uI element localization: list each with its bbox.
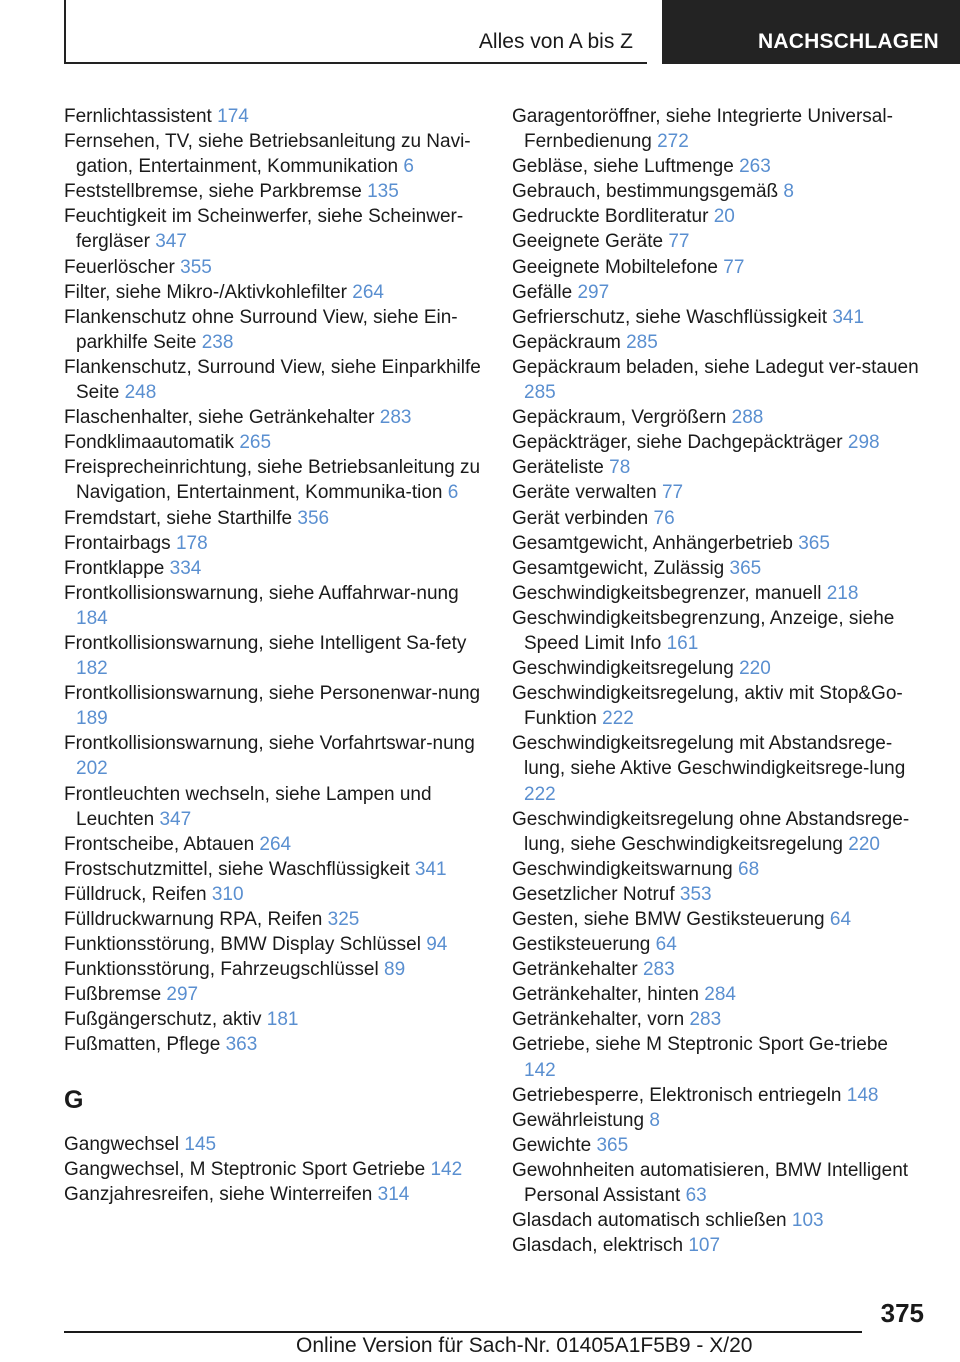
- index-list-g: [512, 104, 922, 1258]
- index-entry-page-link[interactable]: 181: [266, 1009, 299, 1031]
- index-entry-page-link[interactable]: 356: [297, 507, 330, 529]
- index-entry: [64, 405, 494, 430]
- index-entry: [512, 1007, 922, 1032]
- index-entry: [512, 681, 922, 731]
- index-entry-text: Frontklappe: [64, 557, 165, 579]
- index-entry-text: Frontairbags: [64, 532, 171, 554]
- index-entry-text: Geschwindigkeitsregelung mit Abstandsrege-lung, siehe Aktive Geschwindigkeitsrege-lung: [512, 733, 906, 780]
- header-section-title: Alles von A bis Z: [478, 30, 633, 53]
- index-entry-page-link[interactable]: 161: [666, 632, 699, 654]
- header-section-box: [64, 0, 647, 64]
- index-entry-page-link[interactable]: 6: [447, 482, 459, 504]
- index-entry-text: Fußgängerschutz, aktiv: [64, 1009, 262, 1031]
- index-entry-text: Geschwindigkeitswarnung: [512, 858, 733, 880]
- index-entry: [512, 982, 922, 1007]
- index-entry-page-link[interactable]: 248: [124, 382, 157, 404]
- index-entry: [512, 606, 922, 656]
- index-entry: [64, 932, 494, 957]
- index-entry: [64, 907, 494, 932]
- index-entry-page-link[interactable]: 107: [688, 1235, 721, 1257]
- index-entry: [512, 1108, 922, 1133]
- index-entry-text: Gangwechsel: [64, 1133, 180, 1155]
- index-entry: [512, 154, 922, 179]
- index-entry: [64, 305, 494, 355]
- index-entry-page-link[interactable]: 178: [175, 532, 208, 554]
- index-entry-text: Geschwindigkeitsbegrenzung, Anzeige, siehe Speed Limit Info: [512, 607, 895, 654]
- section-letter: G: [64, 1085, 84, 1114]
- index-entry-text: Getriebe, siehe M Steptronic Sport Ge-triebe: [512, 1034, 888, 1056]
- index-entry-text: Geschwindigkeitsregelung ohne Abstandsrege-lung, siehe Geschwindigkeitsregelung: [512, 808, 910, 855]
- index-entry-page-link[interactable]: 263: [739, 156, 771, 178]
- index-entry-page-link[interactable]: 264: [259, 833, 292, 855]
- index-entry: [64, 581, 494, 631]
- index-entry: [64, 179, 494, 204]
- index-entry-text: Frostschutzmittel, siehe Waschflüssigkeit: [64, 858, 410, 880]
- index-entry-text: Gesamtgewicht, Zulässig: [512, 557, 725, 579]
- index-entry: [512, 531, 922, 556]
- index-entry-page-link[interactable]: 284: [704, 984, 736, 1006]
- index-entry-text: Geeignete Geräte: [512, 231, 664, 253]
- index-entry: [64, 1007, 494, 1032]
- index-entry-text: Gesamtgewicht, Anhängerbetrieb: [512, 532, 793, 554]
- index-entry-page-link[interactable]: 220: [848, 833, 880, 855]
- index-entry-text: Feuerlöscher: [64, 256, 175, 278]
- index-entry-page-link[interactable]: 182: [76, 658, 108, 680]
- index-entry: [64, 957, 494, 982]
- index-entry-text: Fernlichtassistent: [64, 106, 212, 127]
- index-entry-text: Feuchtigkeit im Scheinwerfer, siehe Scheinwer-ferglӓser: [64, 206, 464, 253]
- index-entry-text: Gesten, siehe BMW Gestiksteuerung: [512, 909, 825, 930]
- index-entry-text: Ganzjahresreifen, siehe Winterreifen: [64, 1183, 373, 1205]
- index-entry-page-link[interactable]: 220: [739, 658, 771, 680]
- index-entry-page-link[interactable]: 283: [642, 959, 675, 981]
- index-entry-text: Geräteliste: [512, 457, 604, 479]
- index-entry-page-link[interactable]: 64: [655, 934, 677, 956]
- index-entry-text: Frontkollisionswarnung, siehe Auffahrwar-nung: [64, 582, 459, 604]
- index-entry-page-link[interactable]: 272: [657, 131, 689, 153]
- index-entry: [64, 731, 494, 781]
- index-entry-page-link[interactable]: 285: [626, 331, 658, 353]
- index-entry-page-link[interactable]: 297: [577, 281, 610, 303]
- index-entry: [64, 882, 494, 907]
- index-entry-page-link[interactable]: 174: [217, 106, 249, 127]
- index-entry-text: Gangwechsel, M Steptronic Sport Getriebe: [64, 1158, 426, 1180]
- index-entry: [64, 455, 494, 505]
- index-entry: [64, 430, 494, 455]
- index-entry-text: Getränkehalter, hinten: [512, 984, 699, 1006]
- index-entry-text: Garagentoröffner, siehe Integrierte Universal-Fernbedienung: [512, 106, 893, 153]
- footer-divider: [64, 1331, 862, 1333]
- page-number: 375: [880, 1298, 924, 1328]
- index-entry-page-link[interactable]: 103: [791, 1210, 824, 1232]
- index-entry: [64, 204, 494, 254]
- index-entry-page-link[interactable]: 347: [159, 808, 192, 830]
- index-list-f: [64, 104, 494, 1058]
- index-entry-page-link[interactable]: 265: [239, 432, 272, 454]
- index-entry: [512, 430, 922, 455]
- index-entry: [64, 531, 494, 556]
- index-entry-page-link[interactable]: 325: [327, 909, 360, 930]
- index-entry-text: Funktionsstörung, BMW Display Schlüssel: [64, 934, 421, 956]
- index-entry-page-link[interactable]: 202: [76, 758, 108, 780]
- index-entry: [512, 1032, 922, 1082]
- index-entry-page-link[interactable]: 20: [713, 206, 735, 228]
- index-entry: [512, 280, 922, 305]
- index-entry-text: Gewährleistung: [512, 1109, 645, 1131]
- index-entry-text: Frontkollisionswarnung, siehe Intelligent Sa-fety: [64, 632, 467, 654]
- index-entry-text: Flaschenhalter, siehe Getränkehalter: [64, 407, 375, 429]
- index-entry: [64, 280, 494, 305]
- index-entry-text: Gefälle: [512, 281, 573, 303]
- index-entry: [512, 455, 922, 480]
- index-entry-page-link[interactable]: 288: [731, 407, 764, 429]
- index-entry-page-link[interactable]: 283: [379, 407, 412, 429]
- index-entry: [512, 1133, 922, 1158]
- index-entry-text: Glasdach automatisch schließen: [512, 1210, 787, 1232]
- index-entry: [512, 204, 922, 229]
- index-entry-page-link[interactable]: 363: [225, 1034, 258, 1056]
- index-entry-page-link[interactable]: 142: [430, 1158, 463, 1180]
- index-entry-text: Gewichte: [512, 1134, 592, 1156]
- index-entry: [64, 556, 494, 581]
- index-entry-page-link[interactable]: 77: [723, 256, 745, 278]
- index-entry-text: Gepäckraum: [512, 331, 621, 353]
- index-entry-page-link[interactable]: 142: [524, 1059, 556, 1081]
- index-entry: [512, 480, 922, 505]
- index-entry-page-link[interactable]: 285: [524, 382, 556, 404]
- index-entry: [64, 255, 494, 280]
- index-entry: [64, 355, 494, 405]
- index-entry-text: Gebläse, siehe Luftmenge: [512, 156, 734, 178]
- index-entry: [512, 330, 922, 355]
- index-entry: [512, 305, 922, 330]
- index-entry: [64, 1032, 494, 1057]
- index-entry: [64, 681, 494, 731]
- index-entry-text: Geschwindigkeitsbegrenzer, manuell: [512, 582, 822, 604]
- index-entry-page-link[interactable]: 78: [609, 457, 631, 479]
- index-entry-text: Gesetzlicher Notruf: [512, 883, 675, 905]
- index-entry-page-link[interactable]: 89: [384, 959, 406, 981]
- index-entry-text: Flankenschutz, Surround View, siehe Einparkhilfe Seite: [64, 356, 481, 404]
- index-entry-page-link[interactable]: 298: [847, 432, 880, 454]
- index-entry-text: Gepäckraum, Vergrößern: [512, 407, 727, 429]
- index-entry-page-link[interactable]: 68: [738, 858, 760, 880]
- index-entry-text: Frontkollisionswarnung, siehe Vorfahrtswar-nung: [64, 733, 475, 755]
- index-entry-text: Geschwindigkeitsregelung: [512, 658, 734, 680]
- index-entry-text: Geeignete Mobiltelefone: [512, 256, 718, 278]
- index-entry: [512, 857, 922, 882]
- index-entry-page-link[interactable]: 189: [76, 708, 108, 730]
- index-column-right: [512, 104, 922, 1258]
- index-entry: [64, 129, 494, 179]
- index-entry: [64, 506, 494, 531]
- index-entry: [512, 581, 922, 606]
- index-entry: [512, 556, 922, 581]
- index-entry-text: Getränkehalter, vorn: [512, 1009, 685, 1031]
- index-entry-page-link[interactable]: 184: [76, 607, 108, 629]
- index-entry-text: Geräte verwalten: [512, 482, 657, 504]
- index-entry: [512, 932, 922, 957]
- index-entry-page-link[interactable]: 8: [649, 1109, 660, 1131]
- index-entry-text: Gepäckraum beladen, siehe Ladegut ver-stauen: [512, 356, 919, 378]
- index-entry-text: Gepäckträger, siehe Dachgepäckträger: [512, 432, 843, 454]
- index-entry-text: Glasdach, elektrisch: [512, 1235, 684, 1257]
- index-entry: [512, 1158, 922, 1208]
- index-entry-text: Fondklimaautomatik: [64, 432, 235, 454]
- index-entry: [512, 229, 922, 254]
- index-entry-page-link[interactable]: 135: [367, 181, 399, 203]
- index-entry-page-link[interactable]: 238: [201, 331, 234, 353]
- index-entry-text: Gestiksteuerung: [512, 934, 651, 956]
- index-entry: [512, 405, 922, 430]
- index-entry: [512, 1208, 922, 1233]
- index-entry-page-link[interactable]: 77: [668, 231, 690, 253]
- index-entry-page-link[interactable]: 314: [377, 1183, 410, 1205]
- index-entry-text: Fremdstart, siehe Starthilfe: [64, 507, 293, 529]
- index-entry-text: Fußmatten, Pflege: [64, 1034, 221, 1056]
- index-entry-page-link[interactable]: 6: [403, 156, 414, 178]
- index-entry-page-link[interactable]: 77: [661, 482, 684, 504]
- index-entry: [512, 255, 922, 280]
- index-entry-text: Flankenschutz ohne Surround View, siehe Ein-parkhilfe Seite: [64, 306, 458, 353]
- index-entry-page-link[interactable]: 63: [685, 1185, 707, 1207]
- index-entry: [512, 882, 922, 907]
- index-entry: [64, 1132, 494, 1157]
- index-entry-text: Fülldruckwarnung RPA, Reifen: [64, 909, 323, 930]
- index-entry-text: Funktionsstörung, Fahrzeugschlüssel: [64, 959, 379, 981]
- index-entry: [512, 731, 922, 806]
- index-entry-text: Filter, siehe Mikro-/Aktivkohlefilter: [64, 281, 347, 303]
- index-entry: [512, 506, 922, 531]
- index-entry-text: Gebrauch, bestimmungsgemäß: [512, 181, 779, 203]
- index-entry-text: Gewohnheiten automatisieren, BMW Intelligent Personal Assistant: [512, 1159, 909, 1207]
- index-entry-page-link[interactable]: 222: [524, 783, 556, 805]
- index-entry-page-link[interactable]: 334: [169, 557, 202, 579]
- index-entry-text: Feststellbremse, siehe Parkbremse: [64, 181, 362, 203]
- index-entry: [64, 1157, 494, 1182]
- index-entry-page-link[interactable]: 218: [826, 582, 859, 604]
- index-entry: [512, 957, 922, 982]
- index-entry: [64, 782, 494, 832]
- index-entry: [512, 1083, 922, 1108]
- index-column-left: [64, 104, 494, 1207]
- index-entry-page-link[interactable]: 264: [352, 281, 384, 303]
- index-entry-text: Gedruckte Bordliteratur: [512, 206, 709, 228]
- index-entry-text: Gerät verbinden: [512, 507, 649, 529]
- footer-text: Online Version für Sach-Nr. 01405A1F5B9 - X/20: [296, 1334, 753, 1357]
- index-entry-text: Frontscheibe, Abtauen: [64, 833, 255, 855]
- index-entry-page-link[interactable]: 355: [180, 256, 212, 278]
- index-entry-page-link[interactable]: 365: [729, 557, 762, 579]
- index-entry-page-link[interactable]: 310: [211, 883, 244, 905]
- index-entry-page-link[interactable]: 353: [679, 883, 712, 905]
- index-entry: [512, 656, 922, 681]
- index-entry-page-link[interactable]: 341: [414, 858, 447, 880]
- index-entry-text: Fußbremse: [64, 984, 162, 1006]
- index-entry: [512, 907, 922, 932]
- index-entry: [512, 807, 922, 857]
- index-list-g-start: [64, 1132, 494, 1207]
- index-entry: [64, 832, 494, 857]
- index-entry-page-link[interactable]: 365: [596, 1134, 629, 1156]
- index-entry-page-link[interactable]: 145: [184, 1133, 217, 1155]
- index-entry: [512, 355, 922, 405]
- index-entry-page-link[interactable]: 76: [653, 507, 675, 529]
- index-entry-page-link[interactable]: 341: [832, 306, 865, 328]
- index-entry-text: Gefrierschutz, siehe Waschflüssigkeit: [512, 306, 828, 328]
- index-entry-page-link[interactable]: 64: [829, 909, 852, 930]
- index-entry-page-link[interactable]: 8: [783, 181, 794, 203]
- index-entry-text: Fernsehen, TV, siehe Betriebsanleitung zu Navi-gation, Entertainment, Kommunikation: [64, 131, 471, 178]
- index-entry-text: Fülldruck, Reifen: [64, 883, 207, 905]
- index-entry-page-link[interactable]: 283: [689, 1009, 722, 1031]
- index-entry-text: Freisprecheinrichtung, siehe Betriebsanleitung zu Navigation, Entertainment, Kommunika-tion: [64, 457, 481, 504]
- index-entry-text: Geschwindigkeitsregelung, aktiv mit Stop&Go-Funktion: [512, 683, 903, 730]
- index-entry-page-link[interactable]: 297: [166, 984, 199, 1006]
- index-entry-text: Frontleuchten wechseln, siehe Lampen und Leuchten: [64, 783, 432, 830]
- index-entry: [64, 1182, 494, 1207]
- index-entry: [512, 1233, 922, 1258]
- index-entry: [512, 104, 922, 154]
- index-entry-page-link[interactable]: 222: [602, 708, 634, 730]
- index-entry-page-link[interactable]: 365: [798, 532, 830, 554]
- index-entry-page-link[interactable]: 347: [155, 231, 187, 253]
- index-entry: [512, 179, 922, 204]
- header-chapter-tab: NACHSCHLAGEN: [662, 0, 960, 64]
- index-entry-page-link[interactable]: 148: [846, 1084, 879, 1106]
- index-entry: [64, 857, 494, 882]
- index-entry: [64, 104, 494, 129]
- index-entry: [64, 982, 494, 1007]
- index-entry-text: Getriebesperre, Elektronisch entriegeln: [512, 1084, 842, 1106]
- index-entry-text: Getränkehalter: [512, 959, 638, 981]
- index-entry-page-link[interactable]: 94: [426, 934, 448, 956]
- index-entry: [64, 631, 494, 681]
- index-entry-text: Frontkollisionswarnung, siehe Personenwar-nung: [64, 683, 481, 705]
